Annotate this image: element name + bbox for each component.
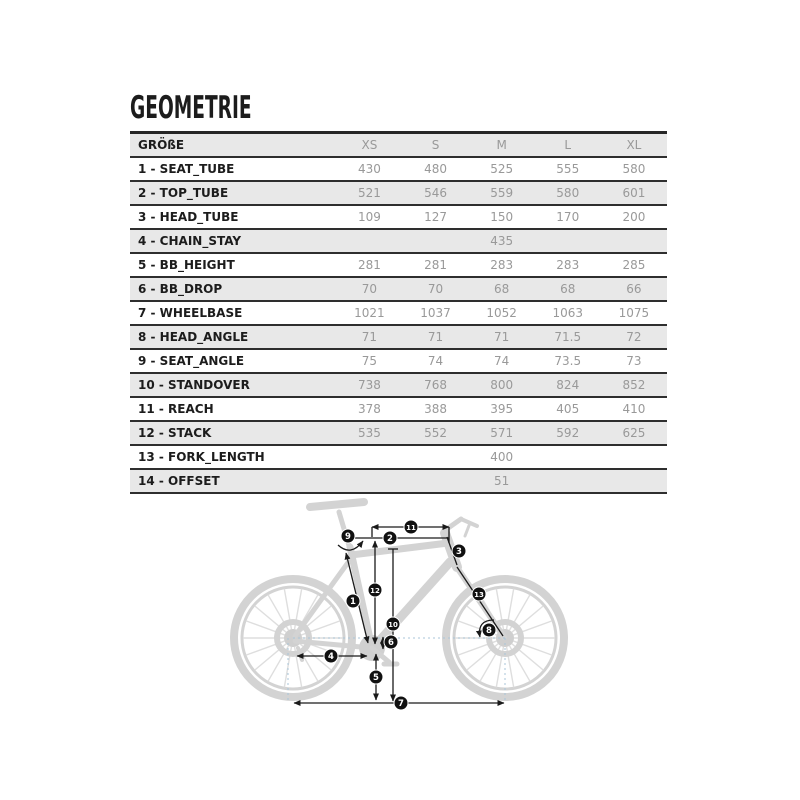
row-value-xl: 625 (622, 426, 646, 440)
row-value-s: 480 (424, 162, 447, 176)
table-header-row (130, 133, 667, 158)
page-title: GEOMETRIE (130, 90, 252, 126)
row-value-all-sizes: 435 (490, 234, 514, 248)
table-row (130, 397, 667, 421)
row-label: 9 - SEAT_ANGLE (138, 354, 245, 368)
seat-tube-marker (346, 594, 360, 608)
row-label: 7 - WHEELBASE (138, 306, 243, 320)
row-label: 5 - BB_HEIGHT (138, 258, 235, 272)
row-label: 10 - STANDOVER (138, 378, 250, 392)
row-value-m: 800 (490, 378, 514, 392)
row-value-m: 150 (490, 210, 514, 224)
size-column-label: GRÖßE (138, 138, 185, 152)
row-value-xs: 281 (357, 258, 381, 272)
wheelbase-marker (394, 696, 408, 710)
table-row (130, 205, 667, 229)
row-label: 2 - TOP_TUBE (138, 186, 229, 200)
size-header-l: L (564, 138, 572, 152)
row-label: 4 - CHAIN_STAY (138, 234, 242, 248)
row-value-l: 1063 (552, 306, 584, 320)
row-value-m: 71 (494, 330, 510, 344)
size-header-xl: XL (626, 138, 642, 152)
saddle (310, 502, 364, 549)
svg-text:8: 8 (486, 626, 492, 636)
svg-text:10: 10 (388, 621, 398, 629)
head-angle-marker (482, 623, 496, 637)
row-value-m: 68 (494, 282, 510, 296)
row-value-l: 405 (556, 402, 580, 416)
row-value-l: 283 (556, 258, 580, 272)
table-row (130, 421, 667, 445)
row-value-xl: 601 (622, 186, 646, 200)
head-tube-marker (452, 544, 466, 558)
svg-text:7: 7 (398, 699, 404, 709)
row-label: 13 - FORK_LENGTH (138, 450, 265, 464)
bike-silhouette (234, 502, 564, 697)
size-header-m: M (496, 138, 507, 152)
row-value-xs: 75 (361, 354, 378, 368)
row-value-all-sizes: 51 (494, 474, 510, 488)
row-value-xl: 580 (622, 162, 646, 176)
row-value-s: 70 (427, 282, 444, 296)
svg-text:11: 11 (406, 524, 416, 532)
geometry-table (130, 131, 667, 494)
row-value-s: 768 (424, 378, 447, 392)
row-value-xl: 72 (626, 330, 642, 344)
row-value-l: 71.5 (554, 330, 582, 344)
row-value-l: 73.5 (554, 354, 582, 368)
row-value-xl: 1075 (618, 306, 650, 320)
table-row (130, 325, 667, 349)
bike-geometry-diagram (0, 470, 800, 770)
row-value-xl: 66 (626, 282, 642, 296)
row-value-m: 395 (490, 402, 514, 416)
row-value-s: 74 (427, 354, 444, 368)
row-value-xl: 410 (622, 402, 646, 416)
top-tube-marker (383, 531, 397, 545)
table-row (130, 445, 667, 469)
svg-text:9: 9 (345, 532, 351, 542)
size-header-xs: XS (361, 138, 378, 152)
row-value-m: 1052 (486, 306, 517, 320)
svg-text:3: 3 (456, 547, 462, 557)
table-row (130, 253, 667, 277)
row-value-m: 525 (490, 162, 514, 176)
row-value-s: 552 (424, 426, 447, 440)
row-value-s: 127 (424, 210, 447, 224)
row-value-s: 281 (424, 258, 447, 272)
svg-text:1: 1 (350, 597, 356, 607)
row-label: 12 - STACK (138, 426, 212, 440)
reach-marker (404, 520, 418, 534)
row-value-xs: 430 (357, 162, 381, 176)
row-label: 3 - HEAD_TUBE (138, 210, 239, 224)
row-value-xs: 1021 (354, 306, 385, 320)
row-value-xl: 73 (626, 354, 642, 368)
row-value-xs: 70 (361, 282, 378, 296)
stack-marker (368, 583, 382, 597)
row-value-l: 592 (556, 426, 580, 440)
row-value-l: 555 (556, 162, 580, 176)
row-value-m: 559 (490, 186, 514, 200)
row-value-xl: 852 (622, 378, 646, 392)
row-value-m: 74 (494, 354, 510, 368)
table-row (130, 301, 667, 325)
table-row (130, 373, 667, 397)
table-row (130, 277, 667, 301)
row-value-all-sizes: 400 (490, 450, 514, 464)
row-label: 1 - SEAT_TUBE (138, 162, 235, 176)
row-value-s: 388 (424, 402, 447, 416)
svg-text:12: 12 (370, 587, 380, 595)
row-value-l: 170 (556, 210, 580, 224)
svg-text:6: 6 (388, 638, 394, 648)
row-label: 8 - HEAD_ANGLE (138, 330, 249, 344)
row-value-s: 71 (427, 330, 444, 344)
bb-drop-marker (384, 635, 398, 649)
standover-marker (386, 617, 400, 631)
row-value-l: 580 (556, 186, 580, 200)
seat-angle-marker (341, 529, 355, 543)
size-header-s: S (431, 138, 440, 152)
row-value-xs: 378 (357, 402, 381, 416)
row-value-s: 1037 (420, 306, 451, 320)
row-value-m: 571 (490, 426, 514, 440)
row-value-xs: 109 (357, 210, 381, 224)
table-row (130, 157, 667, 181)
row-value-xs: 71 (361, 330, 378, 344)
row-value-l: 68 (560, 282, 576, 296)
row-label: 11 - REACH (138, 402, 214, 416)
row-value-xl: 285 (622, 258, 646, 272)
row-value-xs: 738 (357, 378, 381, 392)
row-value-xl: 200 (622, 210, 646, 224)
row-value-xs: 535 (357, 426, 381, 440)
row-value-l: 824 (556, 378, 580, 392)
row-label: 6 - BB_DROP (138, 282, 223, 296)
row-value-xs: 521 (357, 186, 381, 200)
svg-text:13: 13 (474, 591, 484, 599)
table-row (130, 181, 667, 205)
table-row (130, 349, 667, 373)
chain-stay-marker (324, 649, 338, 663)
svg-text:4: 4 (328, 652, 334, 662)
fork-length-marker (472, 587, 486, 601)
svg-text:5: 5 (373, 673, 379, 683)
row-label: 14 - OFFSET (138, 474, 220, 488)
bb-height-marker (369, 670, 383, 684)
row-value-m: 283 (490, 258, 514, 272)
row-value-s: 546 (424, 186, 447, 200)
table-row (130, 229, 667, 253)
svg-text:2: 2 (387, 534, 393, 544)
